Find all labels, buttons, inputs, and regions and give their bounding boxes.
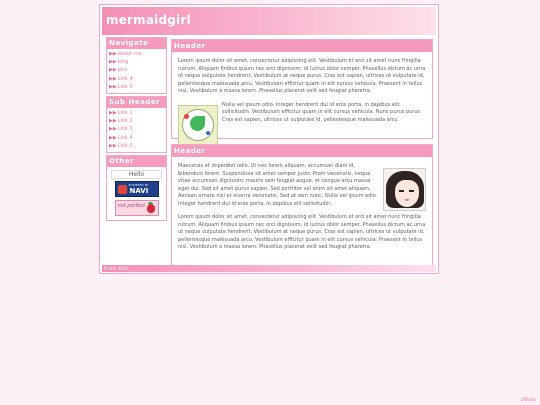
site-title[interactable]: mermaidgirl [106,13,191,27]
other-box [106,155,167,221]
navigate-box [106,37,167,94]
navi-logo-icon [118,185,127,194]
panel-2-body [172,157,432,262]
subheader-list [107,108,166,152]
arrow-icon: ▶▶ [109,126,117,133]
face-shape [395,180,419,207]
red-dot-icon [184,114,189,119]
panel-1-body [172,52,432,134]
nav-link-pics[interactable]: ▶▶pics [109,67,128,74]
nav-link-blog[interactable]: ▶▶blog [109,59,129,66]
sub-link-2[interactable]: ▶▶Link 2 [109,118,133,125]
page-container [99,4,439,274]
leaf-icon [190,116,205,131]
arrow-icon: ▶▶ [109,118,117,125]
right-eye [409,190,414,192]
navigate-list [107,49,166,93]
decorative-sticker-image [178,105,218,145]
nav-link-4[interactable]: ▶▶Link 4 [109,75,133,82]
navigate-heading: Navigate [107,38,166,49]
nav-link-5[interactable]: ▶▶Link 5 [109,83,133,90]
navi-badge-title: NAVI [129,187,149,196]
arrow-icon: ▶▶ [109,51,117,57]
sub-link-5[interactable]: ▶▶Link 5 [109,142,133,149]
arrow-icon: ▶▶ [109,67,117,74]
navi-badge-small: POWERED BY [128,183,149,188]
arrow-icon: ▶▶ [109,110,117,117]
arrow-icon: ▶▶ [109,59,117,66]
panel-2-heading: Header [172,145,432,157]
sidebar [106,37,167,223]
pink-button-badge[interactable] [115,200,159,216]
panel-2-paragraph-1: Maecenas et imperdiet odio. Ut nec lorem aliquam, accumsan diam id, bibendum lorem. Suspendisse sit amet semper justo. Proin venenatis, neque vitae accumsan dignissim, mauris sem feugiat augue, et congue arcu massa eget dui. Sed sit amet purus sapien. Sed porttitor vel enim sit amet aliquam. Aenean ornare nisi et viverra venenatis. Sed at sem nunc. Nulla vel ipsum odio. Integer hendrerit dui id eros porta, in dapibus elit sollicitudin. [178,163,378,207]
other-body [107,167,166,220]
footer: Footer 2021 [102,265,436,272]
anime-girl-image [383,168,426,211]
panel-1-heading: Header [172,40,432,52]
sub-link-3[interactable]: ▶▶Link 3 [109,126,133,133]
panel-2-paragraph-2: Lorem ipsum dolor sit amet, consectetur adipiscing elit. Vestibulum et orci sit amet nunc fringilla rutrum. Aliquam finibus ipsum nec orci dignissim, id luctus dolor semper. Phasellus dictum ac urna ut neque vulputate hendrerit. Vestibulum at neque purus. Cras est sapien, ultrices ut vulputate id, pellentesque malesuada arcu. Vestibulum efficitur quam in elit cursus vehicula. Praesent in tellus nisl. Vestibulum a massa lorem. Phasellus placerat velit sed feugiat pharetra. [178,214,426,250]
sub-link-4[interactable]: ▶▶Link 4 [109,134,133,141]
content-panel-1 [171,39,433,139]
panel-1-paragraph-2: Nulla vel ipsum odio. Integer hendrerit dui id eros porta, in dapibus elit sollicitudin. Vestibulum efficitur quam in elit cursus vehicula. Nunc purus purus. Cras est sapien, ultrices ut vulputate id, pellentesque malesuada arcu. [222,101,422,123]
sub-link-1[interactable]: ▶▶Link 1 [109,110,133,117]
site-banner [102,7,436,35]
subheader-box [106,96,167,153]
pink-badge-text: not perfect [117,203,146,210]
other-heading: Other [107,156,166,167]
strawberry-icon [147,204,155,213]
navi-button-badge[interactable] [115,181,159,197]
subheader-heading: Sub Header [107,97,166,108]
nav-link-about[interactable]: ▶▶about me [109,51,142,57]
content-panel-2 [171,144,433,266]
panel-1-paragraph-1: Lorem ipsum dolor sit amet, consectetur adipiscing elit. Vestibulum et orci sit amet nunc fringilla rutrum. Aliquam finibus ipsum nec orci dignissim, id luctus dolor semper. Phasellus dictum ac urna ut neque vulputate hendrerit. Vestibulum at neque purus. Cras est sapien, ultrices ut vulputate id, pellentesque malesuada arcu. Vestibulum efficitur quam in elit cursus vehicula. Praesent in tellus nisl. Vestibulum a massa lorem. Phasellus placerat velit sed feugiat pharetra. [178,58,426,94]
credit-link[interactable]: affiliate [520,397,536,402]
arrow-icon: ▶▶ [109,134,117,141]
arrow-icon: ▶▶ [109,75,117,82]
arrow-icon: ▶▶ [109,142,117,149]
hello-text: Hello [111,170,162,179]
arrow-icon: ▶▶ [109,83,117,90]
blue-dot-icon [206,131,210,135]
left-eye [399,190,404,192]
